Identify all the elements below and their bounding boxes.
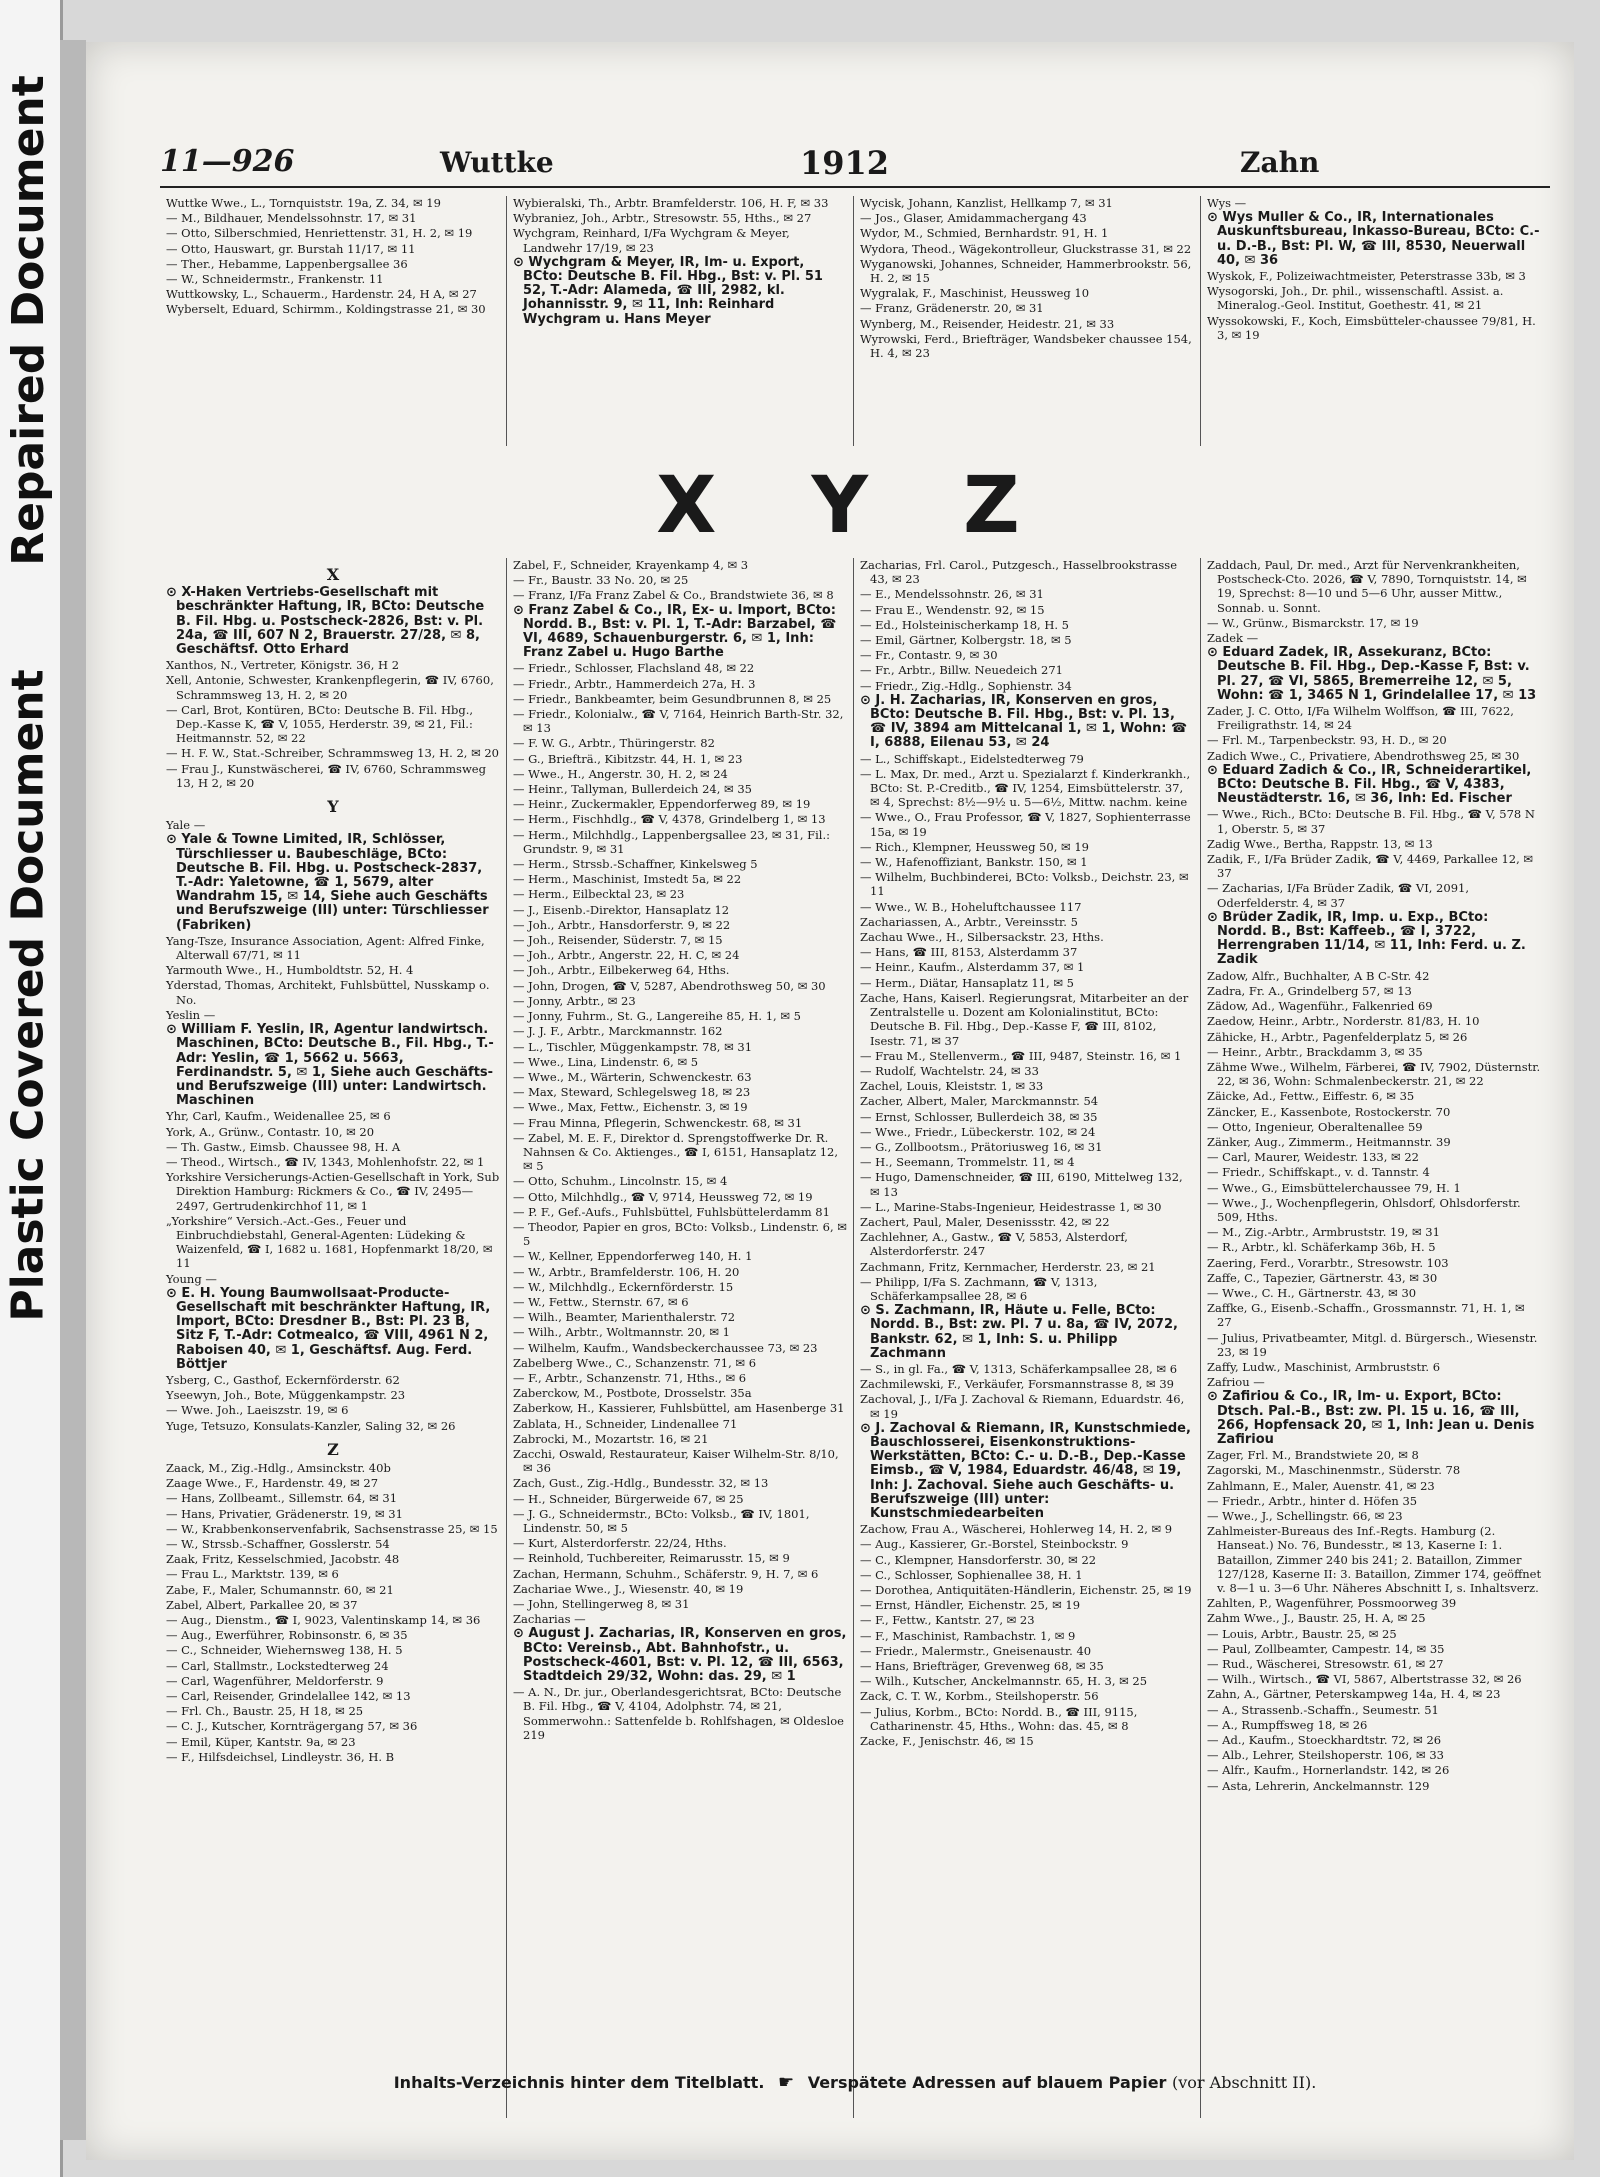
directory-entry: Zadik, F., I/Fa Brüder Zadik, ☎ V, 4469, Parkallee 12, ✉ 37 <box>1207 852 1534 881</box>
footer-late-addresses: Verspätete Adressen auf blauem Papier <box>807 2073 1167 2092</box>
directory-entry: Zacke, F., Jenischstr. 46, ✉ 15 <box>860 1734 1034 1749</box>
top-column <box>507 196 854 446</box>
directory-entry: Zabe, F., Maler, Schumannstr. 60, ✉ 21 <box>166 1582 394 1597</box>
directory-entry: ⊙ Eduard Zadich & Co., IR, Schneiderartikel, BCto: Deutsche B. Fil. Hbg., ☎ V, 4383, Neustädterstr. 16, ✉ 36, Inh: Ed. Fischer <box>1207 762 1532 807</box>
directory-entry: — Jonny, Arbtr., ✉ 23 <box>513 993 636 1008</box>
directory-entry: ⊙ S. Zachmann, IR, Häute u. Felle, BCto: Nordd. B., Bst: zw. Pl. 7 u. 8a, ☎ IV, 2072, Bankstr. 62, ✉ 1, Inh: S. u. Philipp Zachmann <box>860 1303 1178 1361</box>
directory-entry: — Franz, Grädenerstr. 20, ✉ 31 <box>860 301 1044 316</box>
main-column <box>854 558 1201 2118</box>
directory-entry: — Wwe., W. B., Hoheluftchaussee 117 <box>860 899 1082 914</box>
directory-entry: — Herm., Diätar, Hansaplatz 11, ✉ 5 <box>860 975 1074 990</box>
directory-entry: — Frau Minna, Pflegerin, Schwenckestr. 68, ✉ 31 <box>513 1115 803 1130</box>
directory-entry: — Ther., Hebamme, Lappenbergsallee 36 <box>166 256 408 271</box>
directory-entry: — W., Arbtr., Bramfelderstr. 106, H. 20 <box>513 1264 740 1279</box>
page-footer <box>160 2072 1550 2093</box>
directory-entry: — H. F. W., Stat.-Schreiber, Schrammsweg 13, H. 2, ✉ 20 <box>166 746 500 761</box>
directory-entry: — F., Fettw., Kantstr. 27, ✉ 23 <box>860 1613 1035 1628</box>
directory-entry: — Friedr., Arbtr., Hammerdeich 27a, H. 3 <box>513 676 756 691</box>
directory-entry: Yarmouth Wwe., H., Humboldtstr. 52, H. 4 <box>166 963 414 978</box>
directory-entry: — Frl. M., Tarpenbeckstr. 93, H. D., ✉ 20 <box>1207 733 1447 748</box>
directory-entry: — Hugo, Damenschneider, ☎ III, 6190, Mittelweg 132, ✉ 13 <box>860 1170 1183 1199</box>
directory-entry: — Wilh., Arbtr., Woltmannstr. 20, ✉ 1 <box>513 1325 730 1340</box>
directory-entry: — Herm., Eilbecktal 23, ✉ 23 <box>513 887 685 902</box>
directory-entry: — Wwe., J., Schellingstr. 66, ✉ 23 <box>1207 1509 1403 1523</box>
directory-entry: — Ed., Holsteinischerkamp 18, H. 5 <box>860 617 1069 632</box>
letter-heading: Y <box>327 797 339 817</box>
left-margin-strip <box>0 0 63 2177</box>
directory-entry: ⊙ Wys Muller & Co., IR, Internationales Auskunftsbureau, Inkasso-Bureau, BCto: C.- u. D.-B., Bst: Pl. W, ☎ III, 8530, Neuerwall 40, ✉ 36 <box>1207 210 1540 268</box>
directory-entry: Wydora, Theod., Wägekontrolleur, Gluckstrasse 31, ✉ 22 <box>860 241 1192 256</box>
directory-entry: — Emil, Küper, Kantstr. 9a, ✉ 23 <box>166 1734 356 1749</box>
directory-entry: — Max, Steward, Schlegelsweg 18, ✉ 23 <box>513 1085 751 1100</box>
directory-entry: — Zacharias, I/Fa Brüder Zadik, ☎ VI, 2091, Oderfelderstr. 4, ✉ 37 <box>1207 881 1469 910</box>
letter-heading: Z <box>327 1439 339 1459</box>
directory-entry: Zachmilewski, F., Verkäufer, Forsmannstrasse 8, ✉ 39 <box>860 1377 1174 1392</box>
directory-entry: — F., Maschinist, Rambachstr. 1, ✉ 9 <box>860 1628 1076 1643</box>
directory-entry: — E., Mendelssohnstr. 26, ✉ 31 <box>860 587 1044 602</box>
directory-entry: — Frau J., Kunstwäscherei, ☎ IV, 6760, Schrammsweg 13, H 2, ✉ 20 <box>166 761 486 790</box>
directory-entry: — R., Arbtr., kl. Schäferkamp 36b, H. 5 <box>1207 1240 1436 1255</box>
directory-entry: Xanthos, N., Vertreter, Königstr. 36, H 2 <box>166 658 400 673</box>
directory-entry: — Dorothea, Antiquitäten-Händlerin, Eichenstr. 25, ✉ 19 <box>860 1583 1192 1598</box>
directory-entry: Zabelberg Wwe., C., Schanzenstr. 71, ✉ 6 <box>513 1355 757 1370</box>
directory-entry: — Otto, Ingenieur, Oberaltenallee 59 <box>1207 1119 1423 1134</box>
directory-entry: Wygralak, F., Maschinist, Heussweg 10 <box>860 286 1090 301</box>
directory-entry: — J., Eisenb.-Direktor, Hansaplatz 12 <box>513 902 730 917</box>
directory-entry: — Wwe., H., Angerstr. 30, H. 2, ✉ 24 <box>513 766 728 781</box>
directory-entry: Yderstad, Thomas, Architekt, Fuhlsbüttel, Nusskamp o. No. <box>166 978 490 1007</box>
directory-entry: — Wwe., J., Wochenpflegerin, Ohlsdorf, Ohlsdorferstr. 509, Hths. <box>1207 1195 1521 1224</box>
directory-entry: Zähicke, H., Arbtr., Pagenfelderplatz 5, ✉ 26 <box>1207 1029 1468 1044</box>
directory-entry: Yhr, Carl, Kaufm., Weidenallee 25, ✉ 6 <box>166 1109 391 1124</box>
directory-entry: — Rich., Klempner, Heussweg 50, ✉ 19 <box>860 839 1089 854</box>
directory-entry: — Carl, Reisender, Grindelallee 142, ✉ 13 <box>166 1689 411 1704</box>
directory-entry: ⊙ William F. Yeslin, IR, Agentur landwirtsch. Maschinen, BCto: Deutsche B., Fil. Hbg., T.-Adr: Yeslin, ☎ 1, 5662 u. 5663, Ferdinandstr. 5, ✉ 1, Siehe auch Geschäfts- und Berufszweige (III) unter: Landwirtsch. Maschinen <box>166 1022 494 1109</box>
directory-entry: Young — <box>166 1271 217 1286</box>
directory-entry: Zachert, Paul, Maler, Desenissstr. 42, ✉ 22 <box>860 1214 1110 1229</box>
directory-entry: Yuge, Tetsuzo, Konsulats-Kanzler, Saling 32, ✉ 26 <box>166 1418 456 1433</box>
directory-entry: Zaedow, Heinr., Arbtr., Norderstr. 81/83, H. 10 <box>1207 1014 1480 1029</box>
directory-entry: Zabel, F., Schneider, Krayenkamp 4, ✉ 3 <box>513 558 749 572</box>
directory-entry: — Aug., Dienstm., ☎ I, 9023, Valentinskamp 14, ✉ 36 <box>166 1613 481 1628</box>
directory-entry: — Emil, Gärtner, Kolbergstr. 18, ✉ 5 <box>860 633 1072 648</box>
directory-entry: Yang-Tsze, Insurance Association, Agent: Alfred Finke, Alterwall 67/71, ✉ 11 <box>166 933 485 963</box>
directory-entry: Zachariassen, A., Arbtr., Vereinsstr. 5 <box>860 914 1078 929</box>
directory-entry: Ysberg, C., Gasthof, Eckernförderstr. 62 <box>166 1372 400 1387</box>
side-label-top-text: Repaired Document <box>2 74 54 566</box>
main-column <box>1201 558 1548 2118</box>
directory-entry: — C. J., Kutscher, Kornträgergang 57, ✉ 36 <box>166 1719 418 1734</box>
directory-entry: — Th. Gastw., Eimsb. Chaussee 98, H. A <box>166 1139 401 1154</box>
directory-entry: — Carl, Brot, Kontüren, BCto: Deutsche B. Fil. Hbg., Dep.-Kasse K, ☎ V, 1055, Herderstr. 39, ✉ 21, Fil.: Heitmannstr. 52, ✉ 22 <box>166 702 474 746</box>
directory-entry: — Otto, Hauswart, gr. Burstah 11/17, ✉ 11 <box>166 241 416 256</box>
directory-entry: ⊙ Zafiriou & Co., IR, Im- u. Export, BCto: Dtsch. Pal.-B., Bst: zw. Pl. 15 u. 16, ☎ III, 266, Hopfensack 20, ✉ 1, Inh: Jean u. Denis Zafiriou <box>1207 1389 1535 1447</box>
directory-entry: Zähme Wwe., Wilhelm, Färberei, ☎ IV, 7902, Düsternstr. 22, ✉ 36, Wohn: Schmalenbeckerstr. 21, ✉ 22 <box>1207 1059 1541 1089</box>
directory-entry: — G., Zollbootsm., Prätoriusweg 16, ✉ 31 <box>860 1139 1103 1154</box>
directory-entry: — Theodor, Papier en gros, BCto: Volksb., Lindenstr. 6, ✉ 5 <box>513 1219 847 1249</box>
directory-entry: Zacher, Albert, Maler, Marckmannstr. 54 <box>860 1094 1099 1109</box>
directory-entry: — Friedr., Arbtr., hinter d. Höfen 35 <box>1207 1493 1418 1508</box>
top-column <box>854 196 1201 446</box>
directory-entry: Zadich Wwe., C., Privatiere, Abendrothsweg 25, ✉ 30 <box>1207 748 1520 763</box>
directory-entry: ⊙ E. H. Young Baumwollsaat-Producte-Gesellschaft mit beschränkter Haftung, IR, Import, BCto: Dresdner B., Bst: Pl. 23 B, Sitz F, T.-Adr: Cotmealco, ☎ VIII, 4961 N 2, Raboisen 40, ✉ 1, Geschäftsf. Aug. Ferd. Böttjer <box>166 1285 491 1372</box>
directory-entry: Zaffe, C., Tapezier, Gärtnerstr. 43, ✉ 30 <box>1207 1270 1438 1285</box>
directory-entry: ⊙ Yale & Towne Limited, IR, Schlösser, Türschliesser u. Baubeschläge, BCto: Deutsche B. Fil. Hbg. u. Postscheck-2837, T.-Adr: Yaletowne, ☎ 1, 5679, alter Wandrahm 15, ✉ 14, Siehe auch Geschäfts und Berufszweige (III) unter: Türschliesser (Fabriken) <box>166 832 489 933</box>
directory-entry: Wysogorski, Joh., Dr. phil., wissenschaftl. Assist. a. Mineralog.-Geol. Institut, Goethestr. 41, ✉ 21 <box>1207 284 1504 313</box>
directory-entry: — A., Strassenb.-Schaffn., Seumestr. 51 <box>1207 1702 1439 1717</box>
directory-entry: Zaberckow, M., Postbote, Drosselstr. 35a <box>513 1386 752 1401</box>
directory-entry: Zaffy, Ludw., Maschinist, Armbruststr. 6 <box>1207 1359 1441 1374</box>
directory-entry: Zänker, Aug., Zimmerm., Heitmannstr. 39 <box>1207 1134 1451 1149</box>
directory-entry: Wybraniez, Joh., Arbtr., Stresowstr. 55, Hths., ✉ 27 <box>513 211 812 226</box>
directory-entry: — C., Schneider, Wiehernsweg 138, H. 5 <box>166 1643 403 1658</box>
side-label-top <box>0 0 56 640</box>
directory-entry: — W., Hafenoffiziant, Bankstr. 150, ✉ 1 <box>860 855 1088 870</box>
directory-entry: Zaack, M., Zig.-Hdlg., Amsinckstr. 40b <box>166 1460 391 1475</box>
directory-entry: — Friedr., Schiffskapt., v. d. Tannstr. 4 <box>1207 1165 1430 1180</box>
directory-entry: Wyrowski, Ferd., Briefträger, Wandsbeker chaussee 154, H. 4, ✉ 23 <box>860 331 1192 361</box>
directory-entry: Wyberselt, Eduard, Schirmm., Koldingstrasse 21, ✉ 30 <box>166 302 486 317</box>
directory-entry: — Asta, Lehrerin, Anckelmannstr. 129 <box>1207 1778 1430 1793</box>
directory-entry: Zaering, Ferd., Vorarbtr., Stresowstr. 103 <box>1207 1255 1449 1270</box>
binding-edge <box>60 40 86 2140</box>
directory-entry: — Zabel, M. E. F., Direktor d. Sprengstoffwerke Dr. R. Nahnsen & Co. Aktienges., ☎ I, 6151, Hansaplatz 12, ✉ 5 <box>513 1130 839 1174</box>
section-title: X Y Z <box>656 461 1054 551</box>
directory-entry: — Wilh., Kutscher, Anckelmannstr. 65, H. 3, ✉ 25 <box>860 1674 1148 1689</box>
page-header <box>160 142 1550 188</box>
directory-entry: — Friedr., Malermstr., Gneisenaustr. 40 <box>860 1643 1092 1658</box>
directory-entry: — W., Fettw., Sternstr. 67, ✉ 6 <box>513 1294 689 1309</box>
directory-entry: — A., Rumpffsweg 18, ✉ 26 <box>1207 1717 1368 1732</box>
directory-entry: Zabrocki, M., Mozartstr. 16, ✉ 21 <box>513 1431 709 1446</box>
directory-entry: — Ernst, Schlosser, Bullerdeich 38, ✉ 35 <box>860 1109 1098 1124</box>
directory-entry: Zadow, Alfr., Buchhalter, A B C-Str. 42 <box>1207 968 1430 983</box>
directory-entry: Zahlmeister-Bureaus des Inf.-Regts. Hamburg (2. Hanseat.) No. 76, Bundesstr., ✉ 13, Kaserne I: 1. Bataillon, Zimmer 240 bis 241; 2. Bataillon, Zimmer 127/128, Kaserne II: 3. Bataillon, Zimmer 174, geöffnet v. 8—1 u. 3—6 Uhr. Näheres Abschnitt I, s. Inhaltsverz. <box>1207 1524 1542 1596</box>
directory-entry: — Wwe., O., Frau Professor, ☎ V, 1827, Sophienterrasse 15a, ✉ 19 <box>860 810 1191 839</box>
directory-entry: — Wwe., Friedr., Lübeckerstr. 102, ✉ 24 <box>860 1124 1096 1139</box>
directory-entry: — Otto, Milchhdlg., ☎ V, 9714, Heussweg 72, ✉ 19 <box>513 1189 813 1204</box>
directory-entry: — Friedr., Schlosser, Flachsland 48, ✉ 22 <box>513 661 755 676</box>
directory-entry: — Carl, Wagenführer, Meldorferstr. 9 <box>166 1673 384 1688</box>
directory-entry: Zahn, A., Gärtner, Peterskampweg 14a, H. 4, ✉ 23 <box>1207 1687 1501 1702</box>
directory-entry: — A. N., Dr. jur., Oberlandesgerichtsrat, BCto: Deutsche B. Fil. Hbg., ☎ V, 4104, Adolphstr. 74, ✉ 21, Sommerwohn.: Sattenfelde b. Rohlfshagen, ✉ Oldesloe 219 <box>513 1685 844 1742</box>
directory-entry: Wyssokowski, F., Koch, Eimsbütteler-chaussee 79/81, H. 3, ✉ 19 <box>1207 313 1536 342</box>
directory-entry: — Wwe., G., Eimsbüttelerchaussee 79, H. 1 <box>1207 1180 1461 1195</box>
directory-entry: — J. G., Schneidermstr., BCto: Volksb., ☎ IV, 1801, Lindenstr. 50, ✉ 5 <box>513 1506 810 1535</box>
directory-entry: — Wilhelm, Buchbinderei, BCto: Volksb., Deichstr. 23, ✉ 11 <box>860 870 1189 899</box>
directory-entry: Zachau Wwe., H., Silbersackstr. 23, Hths. <box>860 930 1104 945</box>
directory-entry: Zagorski, M., Maschinenmstr., Süderstr. 78 <box>1207 1463 1461 1478</box>
directory-entry: — Wilh., Beamter, Marienthalerstr. 72 <box>513 1310 736 1325</box>
directory-page <box>86 42 1574 2160</box>
directory-entry: Wyskok, F., Polizeiwachtmeister, Peterstrasse 33b, ✉ 3 <box>1207 269 1526 284</box>
directory-entry: — Wilh., Wirtsch., ☎ VI, 5867, Albertstrasse 32, ✉ 26 <box>1207 1672 1522 1687</box>
directory-entry: — Heinr., Zuckermakler, Eppendorferweg 89, ✉ 19 <box>513 797 811 812</box>
directory-entry: — Carl, Maurer, Weidestr. 133, ✉ 22 <box>1207 1150 1419 1165</box>
directory-entry: Zader, J. C. Otto, I/Fa Wilhelm Wolffson, ☎ III, 7622, Freiligrathstr. 14, ✉ 24 <box>1207 704 1514 733</box>
directory-entry: Zadig Wwe., Bertha, Rappstr. 13, ✉ 13 <box>1207 836 1433 851</box>
directory-entry: — Carl, Stallmstr., Lockstedterweg 24 <box>166 1658 389 1673</box>
directory-entry: — Hans, Briefträger, Grevenweg 68, ✉ 35 <box>860 1659 1104 1674</box>
directory-entry: — G., Briefträ., Kibitzstr. 44, H. 1, ✉ 23 <box>513 751 743 766</box>
directory-entry: Zablata, H., Schneider, Lindenallee 71 <box>513 1416 738 1431</box>
directory-entry: Zaffke, G., Eisenb.-Schaffn., Grossmannstr. 71, H. 1, ✉ 27 <box>1207 1301 1525 1330</box>
directory-entry: — Hans, Privatier, Grädenerstr. 19, ✉ 31 <box>166 1506 403 1521</box>
letter-heading: X <box>326 565 340 584</box>
main-column <box>507 558 854 2118</box>
directory-entry: Wys — <box>1207 196 1247 210</box>
directory-entry: Zäncker, E., Kassenbote, Rostockerstr. 70 <box>1207 1104 1451 1119</box>
directory-entry: — W., Grünw., Bismarckstr. 17, ✉ 19 <box>1207 615 1419 630</box>
directory-entry: Zaberkow, H., Kassierer, Fuhlsbüttel, am Hasenberge 31 <box>513 1401 845 1416</box>
directory-entry: — Frau M., Stellenverm., ☎ III, 9487, Steinstr. 16, ✉ 1 <box>860 1048 1182 1063</box>
directory-entry: — Ad., Kaufm., Stoeckhardtstr. 72, ✉ 26 <box>1207 1733 1442 1748</box>
directory-entry: Zaak, Fritz, Kesselschmied, Jacobstr. 48 <box>166 1552 400 1567</box>
directory-entry: — Jos., Glaser, Amidammachergang 43 <box>860 211 1087 226</box>
directory-entry: Zacharias — <box>513 1612 586 1627</box>
directory-entry: — Fr., Contastr. 9, ✉ 30 <box>860 648 998 663</box>
main-column <box>160 558 507 2118</box>
header-year: 1912 <box>800 144 890 182</box>
top-column <box>160 196 507 446</box>
directory-entry: Wychgram, Reinhard, I/Fa Wychgram & Meyer, Landwehr 17/19, ✉ 23 <box>513 226 790 255</box>
directory-entry: Wydor, M., Schmied, Bernhardstr. 91, H. 1 <box>860 226 1109 241</box>
directory-entry: — Heinr., Arbtr., Brackdamm 3, ✉ 35 <box>1207 1044 1423 1059</box>
side-label-bottom-text: Plastic Covered Document <box>2 668 54 1322</box>
directory-entry: — Wwe., M., Wärterin, Schwenckestr. 63 <box>513 1069 752 1084</box>
directory-entry: — Frau E., Wendenstr. 92, ✉ 15 <box>860 602 1045 617</box>
directory-entry: — Wilhelm, Kaufm., Wandsbeckerchaussee 73, ✉ 23 <box>513 1340 818 1355</box>
directory-entry: Wybieralski, Th., Arbtr. Bramfelderstr. 106, H. F, ✉ 33 <box>513 196 829 210</box>
directory-entry: Zädow, Ad., Wagenführ., Falkenried 69 <box>1207 999 1433 1014</box>
directory-entry: Wynberg, M., Reisender, Heidestr. 21, ✉ 33 <box>860 316 1115 331</box>
directory-entry: — Fr., Baustr. 33 No. 20, ✉ 25 <box>513 573 689 588</box>
directory-entry: — Reinhold, Tuchbereiter, Reimarusstr. 15, ✉ 9 <box>513 1551 790 1566</box>
directory-entry: Zabel, Albert, Parkallee 20, ✉ 37 <box>166 1597 358 1612</box>
directory-entry: Wyganowski, Johannes, Schneider, Hammerbrookstr. 56, H. 2, ✉ 15 <box>860 256 1192 286</box>
directory-entry: ⊙ Franz Zabel & Co., IR, Ex- u. Import, BCto: Nordd. B., Bst: v. Pl. 1, T.-Adr: Barzabel, ☎ VI, 4689, Schauenburgerstr. 6, ✉ 1, Inh: Franz Zabel u. Hugo Barthe <box>513 602 837 661</box>
directory-entry: — Wwe., Max, Fettw., Eichenstr. 3, ✉ 19 <box>513 1100 748 1115</box>
directory-entry: — W., Kellner, Eppendorferweg 140, H. 1 <box>513 1249 753 1264</box>
directory-entry: Zahlten, P., Wagenführer, Possmoorweg 39 <box>1207 1596 1457 1611</box>
directory-entry: Zäicke, Ad., Fettw., Eiffestr. 6, ✉ 35 <box>1207 1089 1415 1104</box>
directory-entry: — P. F., Gef.-Aufs., Fuhlsbüttel, Fuhlsbüttelerdamm 81 <box>513 1204 830 1219</box>
directory-entry: — H., Seemann, Trommelstr. 11, ✉ 4 <box>860 1155 1075 1170</box>
directory-entry: — Wwe., Lina, Lindenstr. 6, ✉ 5 <box>513 1054 699 1069</box>
directory-entry: ⊙ X-Haken Vertriebs-Gesellschaft mit beschränkter Haftung, IR, BCto: Deutsche B. Fil. Hbg. u. Postscheck-2826, Bst: v. Pl. 24a, ☎ III, 607 N 2, Brauerstr. 27/28, ✉ 8, Geschäftsf. Otto Erhard <box>166 585 485 658</box>
directory-entry: Yale — <box>166 818 206 833</box>
directory-entry: — Ernst, Händler, Eichenstr. 25, ✉ 19 <box>860 1598 1081 1613</box>
directory-entry: Xell, Antonie, Schwester, Krankenpflegerin, ☎ IV, 6760, Schrammsweg 13, H. 2, ✉ 20 <box>166 673 494 702</box>
directory-entry: — Julius, Korbm., BCto: Nordd. B., ☎ III, 9115, Catharinenstr. 45, Hths., Wohn: das. 45, ✉ 8 <box>860 1704 1138 1733</box>
directory-entry: — Herm., Fischhdlg., ☎ V, 4378, Grindelberg 1, ✉ 13 <box>513 812 826 827</box>
directory-entry: — Wwe., Rich., BCto: Deutsche B. Fil. Hbg., ☎ V, 578 N 1, Oberstr. 5, ✉ 37 <box>1207 807 1535 836</box>
directory-entry: Zachoval, J., I/Fa J. Zachoval & Riemann, Eduardstr. 46, ✉ 19 <box>860 1392 1185 1421</box>
main-columns <box>160 558 1550 2118</box>
directory-entry: York, A., Grünw., Contastr. 10, ✉ 20 <box>166 1124 375 1139</box>
directory-entry: — Rud., Wäscherei, Stresowstr. 61, ✉ 27 <box>1207 1657 1444 1672</box>
footer-index-note: Inhalts-Verzeichnis hinter dem Titelblatt. <box>393 2073 765 2092</box>
directory-entry: ⊙ J. H. Zacharias, IR, Konserven en gros, BCto: Deutsche B. Fil. Hbg., Bst: v. Pl. 13, ☎ IV, 3894 am Mittelcanal 1, ✉ 1, Wohn: ☎ I, 6888, Eilenau 53, ✉ 24 <box>860 692 1188 751</box>
directory-entry: — John, Stellingerweg 8, ✉ 31 <box>513 1597 690 1612</box>
directory-entry: — Friedr., Zig.-Hdlg., Sophienstr. 34 <box>860 678 1072 693</box>
directory-entry: — S., in gl. Fa., ☎ V, 1313, Schäferkampsallee 28, ✉ 6 <box>860 1361 1178 1376</box>
directory-entry: Zaage Wwe., F., Hardenstr. 49, ✉ 27 <box>166 1476 379 1491</box>
directory-entry: — Frl. Ch., Baustr. 25, H 18, ✉ 25 <box>166 1704 364 1719</box>
directory-entry: — Heinr., Kaufm., Alsterdamm 37, ✉ 1 <box>860 960 1085 975</box>
directory-entry: „Yorkshire“ Versich.-Act.-Ges., Feuer und Einbruchdiebstahl, General-Agenten: Lüdeking & Waizenfeld, ☎ I, 1682 u. 1681, Hopfenmarkt 18/20, ✉ 11 <box>166 1213 493 1271</box>
directory-entry: Wycisk, Johann, Kanzlist, Hellkamp 7, ✉ 31 <box>860 196 1113 210</box>
page-content <box>160 142 1550 2118</box>
directory-entry: — Hans, Zollbeamt., Sillemstr. 64, ✉ 31 <box>166 1491 398 1506</box>
page-number: 11—926 <box>160 144 295 179</box>
directory-entry: Zachmann, Fritz, Kernmacher, Herderstr. 23, ✉ 21 <box>860 1259 1156 1274</box>
directory-entry: — L., Tischler, Müggenkampstr. 78, ✉ 31 <box>513 1039 753 1054</box>
directory-entry: Yorkshire Versicherungs-Actien-Gesellschaft in York, Sub Direktion Hamburg: Rickmers & Co., ☎ IV, 2495—2497, Gertrudenkirchhof 11, ✉ 1 <box>166 1170 500 1213</box>
directory-entry: Zachan, Hermann, Schuhm., Schäferstr. 9, H. 7, ✉ 6 <box>513 1566 819 1581</box>
directory-entry: Yseewyn, Joh., Bote, Müggenkampstr. 23 <box>166 1388 406 1403</box>
directory-entry: — W., Krabbenkonservenfabrik, Sachsenstrasse 25, ✉ 15 <box>166 1521 498 1536</box>
directory-entry: — Joh., Arbtr., Angerstr. 22, H. C, ✉ 24 <box>513 948 740 963</box>
directory-entry: — Otto, Silberschmied, Henriettenstr. 31, H. 2, ✉ 19 <box>166 226 473 241</box>
directory-entry: ⊙ J. Zachoval & Riemann, IR, Kunstschmiede, Bauschlosserei, Eisenkonstruktions-Werkstätten, BCto: C.- u. D.-B., Dep.-Kasse Eimsb., ☎ V, 1984, Eduardstr. 46/48, ✉ 19, Inh: J. Zachoval. Siehe auch Geschäfts- u. Berufszweige (III) unter: Kunstschmiedearbeiten <box>860 1420 1191 1521</box>
directory-entry: — Alfr., Kaufm., Hornerlandstr. 142, ✉ 26 <box>1207 1763 1450 1778</box>
directory-entry: — Kurt, Alsterdorferstr. 22/24, Hths. <box>513 1536 727 1551</box>
directory-entry: Yeslin — <box>166 1007 216 1022</box>
directory-entry: Zachlehner, A., Gastw., ☎ V, 5853, Alsterdorf, Alsterdorferstr. 247 <box>860 1230 1128 1259</box>
pointing-hand-icon: ☛ <box>777 2072 795 2093</box>
directory-entry: — W., Milchhdlg., Eckernförderstr. 15 <box>513 1279 734 1294</box>
footer-section-ref: (vor Abschnitt II). <box>1172 2073 1317 2092</box>
directory-entry: — F. W. G., Arbtr., Thüringerstr. 82 <box>513 736 715 751</box>
directory-entry: — C., Klempner, Hansdorferstr. 30, ✉ 22 <box>860 1552 1097 1567</box>
directory-entry: — Hans, ☎ III, 8153, Alsterdamm 37 <box>860 945 1078 960</box>
directory-entry: — Paul, Zollbeamter, Campestr. 14, ✉ 35 <box>1207 1641 1445 1656</box>
directory-entry: Zager, Frl. M., Brandstwiete 20, ✉ 8 <box>1207 1448 1419 1463</box>
directory-entry: — Wwe. Joh., Laeiszstr. 19, ✉ 6 <box>166 1403 349 1418</box>
directory-entry: Zaddach, Paul, Dr. med., Arzt für Nervenkrankheiten, Postscheck-Cto. 2026, ☎ V, 7890, Tornquiststr. 14, ✉ 19, Sprechst: 8—10 und 5—6 Uhr, ausser Mittw., Sonnab. u. Sonnt. <box>1207 558 1527 615</box>
directory-entry: — Joh., Arbtr., Eilbekerweg 64, Hths. <box>513 963 730 978</box>
directory-entry: Zack, C. T. W., Korbm., Steilshoperstr. 56 <box>860 1689 1099 1704</box>
directory-entry: — M., Zig.-Arbtr., Armbruststr. 19, ✉ 31 <box>1207 1225 1440 1240</box>
header-first-word: Wuttke <box>440 146 554 179</box>
header-last-word: Zahn <box>1240 146 1320 179</box>
directory-entry: Zachariae Wwe., J., Wiesenstr. 40, ✉ 19 <box>513 1581 744 1596</box>
directory-entry: — L., Marine-Stabs-Ingenieur, Heidestrasse 1, ✉ 30 <box>860 1199 1162 1214</box>
directory-entry: — John, Drogen, ☎ V, 5287, Abendrothsweg 50, ✉ 30 <box>513 978 826 993</box>
directory-entry: — Herm., Maschinist, Imstedt 5a, ✉ 22 <box>513 872 742 887</box>
directory-entry: Zachow, Frau A., Wäscherei, Hohlerweg 14, H. 2, ✉ 9 <box>860 1522 1173 1537</box>
top-column <box>1201 196 1548 446</box>
top-columns <box>160 196 1550 446</box>
directory-entry: — Fr., Arbtr., Billw. Neuedeich 271 <box>860 663 1063 678</box>
directory-entry: — Theod., Wirtsch., ☎ IV, 1343, Mohlenhofstr. 22, ✉ 1 <box>166 1154 485 1169</box>
directory-entry: — J. J. F., Arbtr., Marckmannstr. 162 <box>513 1024 723 1039</box>
directory-entry: ⊙ Wychgram & Meyer, IR, Im- u. Export, BCto: Deutsche B. Fil. Hbg., Bst: v. Pl. 51 52, T.-Adr: Alameda, ☎ III, 2982, kl. Johannisstr. 9, ✉ 11, Inh: Reinhard Wychgram u. Hans Meyer <box>513 254 823 327</box>
directory-entry: — L., Schiffskapt., Eidelstedterweg 79 <box>860 751 1084 766</box>
directory-entry: — Joh., Arbtr., Hansdorferstr. 9, ✉ 22 <box>513 917 731 932</box>
directory-entry: — F., Hilfsdeichsel, Lindleystr. 36, H. B <box>166 1749 395 1764</box>
directory-entry: — Herm., Strssb.-Schaffner, Kinkelsweg 5 <box>513 857 758 872</box>
directory-entry: — Alb., Lehrer, Steilshoperstr. 106, ✉ 33 <box>1207 1748 1444 1763</box>
directory-entry: — Frau L., Marktstr. 139, ✉ 6 <box>166 1567 339 1582</box>
directory-entry: Zach, Gust., Zig.-Hdlg., Bundesstr. 32, ✉ 13 <box>513 1476 769 1491</box>
directory-entry: Zahlmann, E., Maler, Auenstr. 41, ✉ 23 <box>1207 1478 1435 1493</box>
directory-entry: Zacchi, Oswald, Restaurateur, Kaiser Wilhelm-Str. 8/10, ✉ 36 <box>513 1446 839 1476</box>
directory-entry: Zachel, Louis, Kleiststr. 1, ✉ 33 <box>860 1079 1044 1094</box>
directory-entry: — Rudolf, Wachtelstr. 24, ✉ 33 <box>860 1063 1039 1078</box>
directory-entry: ⊙ Brüder Zadik, IR, Imp. u. Exp., BCto: Nordd. B., Bst: Kaffeeb., ☎ I, 3722, Herrengraben 11/14, ✉ 11, Inh: Ferd. u. Z. Zadik <box>1207 909 1526 968</box>
side-label-bottom <box>0 668 56 1322</box>
directory-entry: — Heinr., Tallyman, Bullerdeich 24, ✉ 35 <box>513 782 752 797</box>
directory-entry: Zadek — <box>1207 631 1259 646</box>
directory-entry: — W., Strssb.-Schaffner, Gosslerstr. 54 <box>166 1537 390 1551</box>
directory-entry: — Joh., Reisender, Süderstr. 7, ✉ 15 <box>513 933 723 948</box>
directory-entry: Zacharias, Frl. Carol., Putzgesch., Hasselbrookstrasse 43, ✉ 23 <box>860 558 1178 587</box>
directory-entry: — L. Max, Dr. med., Arzt u. Spezialarzt f. Kinderkrankh., BCto: St. P.-Creditb., ☎ IV, 1254, Eimsbüttelerstr. 37, ✉ 4, Sprechst: 8½—9½ u. 5—6½, Mittw. nachm. keine <box>860 766 1191 810</box>
directory-entry: — Friedr., Bankbeamter, beim Gesundbrunnen 8, ✉ 25 <box>513 691 832 706</box>
directory-entry: Wuttke Wwe., L., Tornquiststr. 19a, Z. 34, ✉ 19 <box>166 196 441 210</box>
directory-entry: — Aug., Kassierer, Gr.-Borstel, Steinbockstr. 9 <box>860 1537 1129 1552</box>
directory-entry: Wuttkowsky, L., Schauerm., Hardenstr. 24, H A, ✉ 27 <box>166 287 477 302</box>
directory-entry: — W., Schneidermstr., Frankenstr. 11 <box>166 272 384 287</box>
directory-entry: — F., Arbtr., Schanzenstr. 71, Hths., ✉ 6 <box>513 1370 747 1385</box>
directory-entry: — H., Schneider, Bürgerweide 67, ✉ 25 <box>513 1491 744 1506</box>
directory-entry: Zache, Hans, Kaiserl. Regierungsrat, Mitarbeiter an der Zentralstelle u. Dozent am Kolonialinstitut, BCto: Deutsche B. Fil. Hbg., Dep.-Kasse F, ☎ III, 8102, Isestr. 71, ✉ 37 <box>860 990 1189 1048</box>
directory-entry: — Aug., Ewerführer, Robinsonstr. 6, ✉ 35 <box>166 1628 408 1643</box>
directory-entry: — Herm., Milchhdlg., Lappenbergsallee 23, ✉ 31, Fil.: Grundstr. 9, ✉ 31 <box>513 827 830 856</box>
directory-entry: — Philipp, I/Fa S. Zachmann, ☎ V, 1313, Schäferkampsallee 28, ✉ 6 <box>860 1274 1098 1303</box>
directory-entry: — M., Bildhauer, Mendelssohnstr. 17, ✉ 31 <box>166 211 417 226</box>
directory-entry: Zafriou — <box>1207 1375 1265 1390</box>
directory-entry: ⊙ Eduard Zadek, IR, Assekuranz, BCto: Deutsche B. Fil. Hbg., Dep.-Kasse F, Bst: v. Pl. 27, ☎ VI, 5865, Bremerreihe 12, ✉ 5, Wohn: ☎ 1, 3465 N 1, Grindelallee 17, ✉ 13 <box>1207 645 1537 703</box>
directory-entry: Zadra, Fr. A., Grindelberg 57, ✉ 13 <box>1207 983 1412 998</box>
directory-entry: — Friedr., Kolonialw., ☎ V, 7164, Heinrich Barth-Str. 32, ✉ 13 <box>513 707 844 736</box>
directory-entry: — Franz, I/Fa Franz Zabel & Co., Brandstwiete 36, ✉ 8 <box>513 588 834 603</box>
directory-entry: — Wwe., C. H., Gärtnerstr. 43, ✉ 30 <box>1207 1285 1417 1300</box>
directory-entry: ⊙ August J. Zacharias, IR, Konserven en gros, BCto: Vereinsb., Abt. Bahnhofstr., u. Postscheck-4601, Bst: v. Pl. 12, ☎ III, 6563, Stadtdeich 29/32, Wohn: das. 29, ✉ 1 <box>513 1626 847 1685</box>
directory-entry: — Julius, Privatbeamter, Mitgl. d. Bürgersch., Wiesenstr. 23, ✉ 19 <box>1207 1330 1538 1359</box>
directory-entry: — Jonny, Fuhrm., St. G., Langereihe 85, H. 1, ✉ 5 <box>513 1009 801 1024</box>
directory-entry: Zahm Wwe., J., Baustr. 25, H. A, ✉ 25 <box>1207 1611 1426 1626</box>
directory-entry: — C., Schlosser, Sophienallee 38, H. 1 <box>860 1567 1083 1582</box>
directory-entry: — Otto, Schuhm., Lincolnstr. 15, ✉ 4 <box>513 1174 728 1189</box>
directory-entry: — Louis, Arbtr., Baustr. 25, ✉ 25 <box>1207 1626 1397 1641</box>
